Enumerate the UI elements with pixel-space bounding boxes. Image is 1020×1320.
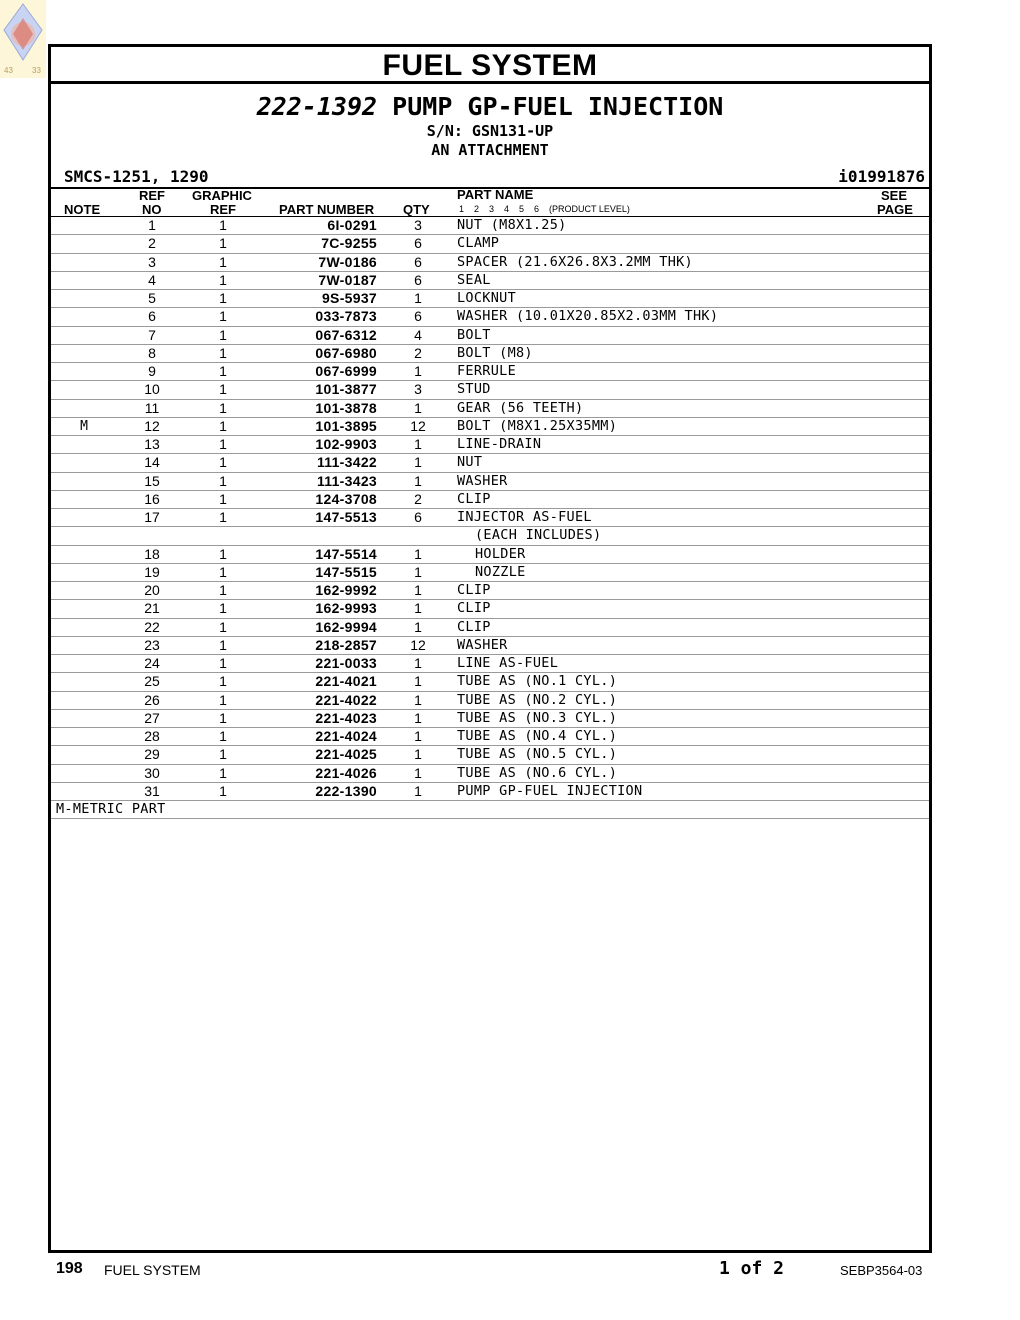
- row-ref-no: 27: [144, 709, 160, 726]
- row-part-name: TUBE AS (NO.3 CYL.): [457, 709, 618, 726]
- row-part-name: NOZZLE: [475, 563, 526, 580]
- row-ref-no: 7: [148, 326, 156, 343]
- row-qty: 1: [414, 399, 422, 416]
- row-part-number: 7W-0186: [318, 253, 377, 270]
- row-part-name: INJECTOR AS-FUEL: [457, 509, 592, 525]
- row-graphic-ref: 1: [219, 417, 227, 434]
- row-part-name: TUBE AS (NO.6 CYL.): [457, 764, 618, 781]
- row-part-number: 102-9903: [315, 436, 377, 452]
- row-ref-no: 5: [148, 290, 156, 306]
- column-headers: [51, 187, 929, 217]
- row-ref-no: 21: [144, 600, 160, 617]
- row-ref-no: 8: [148, 344, 156, 361]
- row-qty: 1: [414, 454, 422, 471]
- row-part-number: 067-6999: [315, 363, 377, 379]
- row-qty: 1: [414, 764, 422, 781]
- row-qty: 3: [414, 381, 422, 398]
- row-part-number: 6I-0291: [327, 217, 377, 233]
- row-graphic-ref: 1: [219, 472, 227, 489]
- logo-right-number: 33: [32, 66, 41, 75]
- row-qty: 1: [414, 746, 422, 763]
- footnote-row: [51, 801, 929, 819]
- col-qty: QTY: [403, 202, 430, 217]
- row-part-number: 218-2857: [315, 636, 377, 653]
- table-row: [51, 509, 929, 527]
- row-qty: 12: [410, 417, 426, 434]
- table-row: [51, 254, 929, 272]
- row-part-name: SPACER (21.6X26.8X3.2MM THK): [457, 253, 693, 270]
- row-ref-no: 24: [144, 655, 160, 671]
- row-graphic-ref: 1: [219, 235, 227, 252]
- row-ref-no: 31: [144, 782, 160, 799]
- row-graphic-ref: 1: [219, 490, 227, 507]
- row-ref-no: 25: [144, 673, 160, 690]
- smcs-code: SMCS-1251, 1290: [64, 167, 209, 186]
- table-row: [51, 546, 929, 564]
- row-part-number: 111-3422: [316, 454, 377, 471]
- row-graphic-ref: 1: [219, 271, 227, 288]
- row-qty: 1: [414, 582, 422, 598]
- row-part-number: 9S-5937: [321, 290, 377, 306]
- col-see-line1: SEE: [881, 188, 908, 203]
- row-part-number: 221-4025: [315, 746, 377, 763]
- row-part-name: LINE-DRAIN: [457, 436, 542, 452]
- parts-page-frame: [48, 44, 932, 1253]
- table-row: [51, 619, 929, 637]
- row-ref-no: 26: [144, 691, 160, 708]
- row-qty: 6: [414, 271, 422, 288]
- row-part-name: (EACH INCLUDES): [475, 527, 602, 544]
- row-part-name: NUT (M8X1.25): [457, 217, 567, 233]
- row-ref-no: 6: [148, 308, 156, 325]
- group-title: [51, 92, 929, 122]
- metric-footnote: M-METRIC PART: [56, 801, 166, 817]
- row-part-number: 221-4022: [315, 691, 377, 708]
- row-qty: 1: [414, 600, 422, 617]
- row-graphic-ref: 1: [219, 618, 227, 635]
- row-ref-no: 3: [148, 253, 156, 270]
- col-note: NOTE: [64, 202, 101, 217]
- table-row: [51, 272, 929, 290]
- row-graphic-ref: 1: [219, 691, 227, 708]
- row-ref-no: 11: [144, 399, 160, 416]
- row-part-name: CLIP: [457, 600, 491, 617]
- row-part-name: BOLT (M8): [457, 344, 533, 361]
- row-part-number: 7W-0187: [318, 271, 377, 288]
- row-part-name: LINE AS-FUEL: [457, 655, 559, 671]
- table-row: [51, 582, 929, 600]
- table-row: [51, 436, 929, 454]
- section-title: FUEL SYSTEM: [51, 47, 929, 84]
- row-ref-no: 28: [144, 728, 160, 744]
- table-row: [51, 473, 929, 491]
- row-part-number: 124-3708: [315, 490, 377, 507]
- row-ref-no: 17: [144, 509, 160, 525]
- row-graphic-ref: 1: [219, 655, 227, 671]
- row-qty: 6: [414, 253, 422, 270]
- row-part-number: 221-4023: [315, 709, 377, 726]
- row-graphic-ref: 1: [219, 636, 227, 653]
- row-graphic-ref: 1: [219, 308, 227, 325]
- row-graphic-ref: 1: [219, 728, 227, 744]
- row-part-number: 147-5514: [315, 545, 377, 562]
- table-row: [51, 673, 929, 691]
- row-qty: 1: [414, 655, 422, 671]
- row-part-name: CLIP: [457, 618, 491, 635]
- row-qty: 1: [414, 728, 422, 744]
- row-ref-no: 4: [148, 271, 156, 288]
- table-row: [51, 491, 929, 509]
- row-qty: 1: [414, 363, 422, 379]
- row-graphic-ref: 1: [219, 545, 227, 562]
- dealer-logo: [0, 0, 46, 78]
- row-graphic-ref: 1: [219, 344, 227, 361]
- row-part-name: TUBE AS (NO.5 CYL.): [457, 746, 618, 763]
- row-qty: 1: [414, 709, 422, 726]
- table-row: [51, 400, 929, 418]
- table-row: [51, 728, 929, 746]
- row-graphic-ref: 1: [219, 600, 227, 617]
- row-graphic-ref: 1: [219, 381, 227, 398]
- row-qty: 1: [414, 673, 422, 690]
- table-row: [51, 527, 929, 545]
- row-part-number: 147-5513: [315, 509, 377, 525]
- row-ref-no: 9: [148, 363, 156, 379]
- row-part-name: HOLDER: [475, 545, 526, 562]
- row-ref-no: 16: [144, 490, 160, 507]
- row-qty: 1: [414, 618, 422, 635]
- row-part-name: STUD: [457, 381, 491, 398]
- row-graphic-ref: 1: [219, 764, 227, 781]
- row-ref-no: 19: [144, 563, 160, 580]
- row-graphic-ref: 1: [219, 782, 227, 799]
- row-ref-no: 15: [144, 472, 160, 489]
- row-part-name: CLIP: [457, 490, 491, 507]
- table-row: [51, 418, 929, 436]
- table-row: [51, 765, 929, 783]
- row-qty: 1: [414, 563, 422, 580]
- row-graphic-ref: 1: [219, 436, 227, 452]
- row-qty: 2: [414, 490, 422, 507]
- row-part-number: 162-9993: [315, 600, 377, 617]
- row-part-name: CLIP: [457, 582, 491, 598]
- row-ref-no: 23: [144, 636, 160, 653]
- table-row: [51, 692, 929, 710]
- row-graphic-ref: 1: [219, 454, 227, 471]
- footer-page-number: 198: [56, 1260, 83, 1277]
- row-part-name: CLAMP: [457, 235, 500, 252]
- row-ref-no: 18: [144, 545, 160, 562]
- table-row: [51, 363, 929, 381]
- row-part-name: TUBE AS (NO.1 CYL.): [457, 673, 618, 690]
- row-ref-no: 10: [144, 381, 160, 398]
- footer-section: FUEL SYSTEM: [104, 1262, 201, 1278]
- table-row: [51, 327, 929, 345]
- illustration-id: i01991876: [838, 167, 925, 186]
- table-row: [51, 655, 929, 673]
- table-row: [51, 600, 929, 618]
- row-part-number: 221-4026: [315, 764, 377, 781]
- row-graphic-ref: 1: [219, 582, 227, 598]
- row-qty: 6: [414, 308, 422, 325]
- footer-doc-id: SEBP3564-03: [840, 1263, 923, 1278]
- row-ref-no: 1: [148, 217, 156, 233]
- row-part-name: TUBE AS (NO.4 CYL.): [457, 728, 618, 744]
- table-row: [51, 454, 929, 472]
- row-qty: 4: [414, 326, 422, 343]
- row-part-name: GEAR (56 TEETH): [457, 399, 584, 416]
- row-part-number: 067-6980: [315, 344, 377, 361]
- col-ref-line1: REF: [139, 188, 165, 203]
- col-part-number: PART NUMBER: [279, 202, 375, 217]
- row-part-name: FERRULE: [457, 363, 516, 379]
- row-ref-no: 13: [144, 436, 160, 452]
- row-qty: 1: [414, 545, 422, 562]
- group-part-number: 222-1392: [256, 92, 378, 121]
- row-part-name: NUT: [457, 454, 483, 471]
- row-graphic-ref: 1: [219, 363, 227, 379]
- row-part-number: 162-9994: [315, 618, 377, 635]
- row-graphic-ref: 1: [219, 326, 227, 343]
- table-row: [51, 308, 929, 326]
- row-part-name: SEAL: [457, 271, 491, 288]
- row-part-name: PUMP GP-FUEL INJECTION: [457, 782, 643, 799]
- row-part-number: 033-7873: [315, 308, 377, 325]
- row-part-name: WASHER: [457, 472, 508, 489]
- row-graphic-ref: 1: [219, 709, 227, 726]
- row-ref-no: 14: [144, 454, 160, 471]
- row-ref-no: 2: [148, 235, 156, 252]
- table-row: [51, 746, 929, 764]
- row-qty: 6: [414, 509, 422, 525]
- row-part-number: 222-1390: [315, 782, 377, 799]
- row-graphic-ref: 1: [219, 509, 227, 525]
- row-qty: 3: [414, 217, 422, 233]
- row-part-number: 101-3895: [315, 417, 377, 434]
- col-ref-line2: NO: [142, 202, 162, 217]
- row-part-number: 147-5515: [315, 563, 377, 580]
- row-part-name: BOLT: [457, 326, 491, 343]
- row-graphic-ref: 1: [219, 563, 227, 580]
- row-part-name: WASHER (10.01X20.85X2.03MM THK): [457, 308, 719, 325]
- row-part-number: 7C-9255: [321, 235, 377, 252]
- row-qty: 2: [414, 344, 422, 361]
- page-footer: [0, 1258, 1020, 1288]
- row-graphic-ref: 1: [219, 217, 227, 233]
- table-row: [51, 235, 929, 253]
- table-row: [51, 217, 929, 235]
- table-row: [51, 783, 929, 801]
- row-qty: 1: [414, 436, 422, 452]
- row-qty: 12: [410, 636, 426, 653]
- table-row: [51, 564, 929, 582]
- table-row: [51, 710, 929, 728]
- col-product-level: 1 2 3 4 5 6 (PRODUCT LEVEL): [459, 204, 630, 214]
- row-qty: 6: [414, 235, 422, 252]
- row-graphic-ref: 1: [219, 253, 227, 270]
- row-qty: 1: [414, 290, 422, 306]
- row-note: M: [80, 418, 88, 434]
- row-part-number: 101-3878: [315, 399, 377, 416]
- table-row: [51, 345, 929, 363]
- row-part-name: TUBE AS (NO.2 CYL.): [457, 691, 618, 708]
- row-part-number: 111-3423: [316, 472, 377, 489]
- group-name: PUMP GP-FUEL INJECTION: [392, 92, 724, 121]
- parts-list: [51, 217, 929, 819]
- attachment-label: AN ATTACHMENT: [431, 141, 549, 159]
- col-see-line2: PAGE: [877, 202, 913, 217]
- row-part-number: 221-4021: [315, 673, 377, 690]
- row-part-name: WASHER: [457, 636, 508, 653]
- row-part-name: BOLT (M8X1.25X35MM): [457, 417, 618, 434]
- row-graphic-ref: 1: [219, 399, 227, 416]
- row-graphic-ref: 1: [219, 673, 227, 690]
- serial-number: S/N: GSN131-UP: [426, 122, 554, 140]
- row-ref-no: 29: [144, 746, 160, 763]
- logo-left-number: 43: [4, 66, 13, 75]
- row-part-number: 221-4024: [315, 728, 377, 744]
- row-qty: 1: [414, 472, 422, 489]
- row-ref-no: 20: [144, 582, 160, 598]
- col-graphic-line2: REF: [210, 202, 236, 217]
- table-row: [51, 637, 929, 655]
- table-row: [51, 290, 929, 308]
- row-qty: 1: [414, 691, 422, 708]
- smcs-row: [51, 165, 929, 187]
- col-part-name: PART NAME: [457, 187, 534, 202]
- row-part-number: 101-3877: [315, 381, 377, 398]
- footer-page-of: 1 of 2: [719, 1258, 785, 1279]
- row-part-name: LOCKNUT: [457, 290, 516, 306]
- row-part-number: 067-6312: [315, 326, 377, 343]
- row-qty: 1: [414, 782, 422, 799]
- col-graphic-line1: GRAPHIC: [192, 188, 252, 203]
- row-ref-no: 12: [144, 417, 160, 434]
- row-part-number: 221-0033: [315, 655, 377, 671]
- table-row: [51, 381, 929, 399]
- row-ref-no: 30: [144, 764, 160, 781]
- row-graphic-ref: 1: [219, 290, 227, 306]
- row-graphic-ref: 1: [219, 746, 227, 763]
- row-part-number: 162-9992: [315, 582, 377, 598]
- row-ref-no: 22: [144, 618, 160, 635]
